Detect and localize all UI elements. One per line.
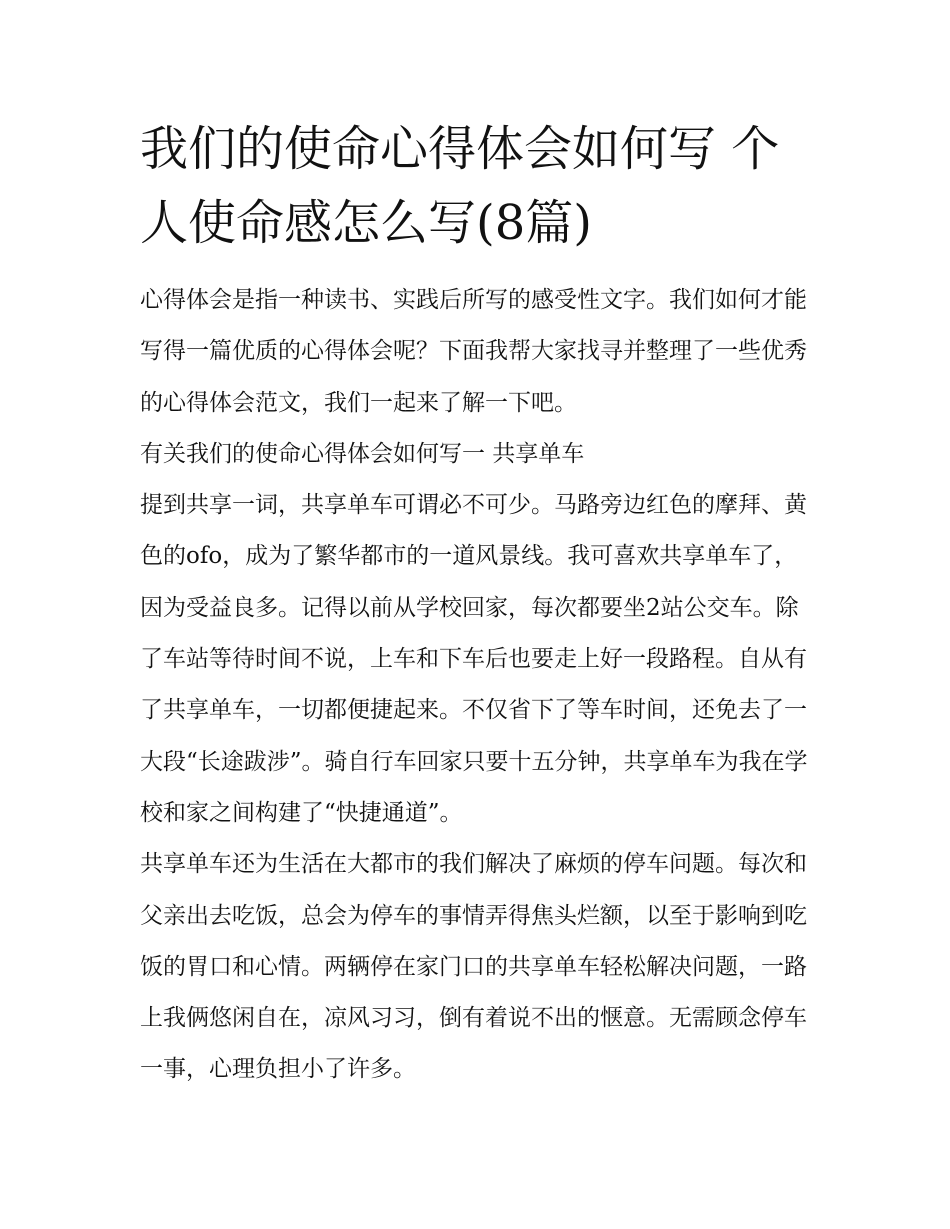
intro-paragraph: 心得体会是指一种读书、实践后所写的感受性文字。我们如何才能写得一篇优质的心得体会呢？下面我帮大家找寻并整理了一些优秀的心得体会范文，我们一起来了解一下吧。 (140, 287, 807, 416)
body-paragraph: 提到共享一词，共享单车可谓必不可少。马路旁边红色的摩拜、黄色的ofo，成为了繁华都市的一道风景线。我可喜欢共享单车了，因为受益良多。记得以前从学校回家，每次都要坐2站公交车。除了车站等待时间不说，上车和下车后也要走上好一段路程。自从有了共享单车，一切都便捷起来。不仅省下了等车时间，还免去了一大段“长途跋涉”。骑自行车回家只要十五分钟，共享单车为我在学校和家之间构建了“快捷通道”。 (140, 492, 808, 826)
document-body (140, 275, 820, 1096)
body-paragraph: 共享单车还为生活在大都市的我们解决了麻烦的停车问题。每次和父亲出去吃饭，总会为停车的事情弄得焦头烂额，以至于影响到吃饭的胃口和心情。两辆停在家门口的共享单车轻松解决问题，一路上我俩悠闲自在，凉风习习，倒有着说不出的惬意。无需顾念停车一事，心理负担小了许多。 (140, 851, 807, 1083)
section-heading: 有关我们的使命心得体会如何写一 共享单车 (140, 440, 585, 467)
document-title: 我们的使命心得体会如何写 个人使命感怎么写(8篇) (140, 121, 780, 251)
